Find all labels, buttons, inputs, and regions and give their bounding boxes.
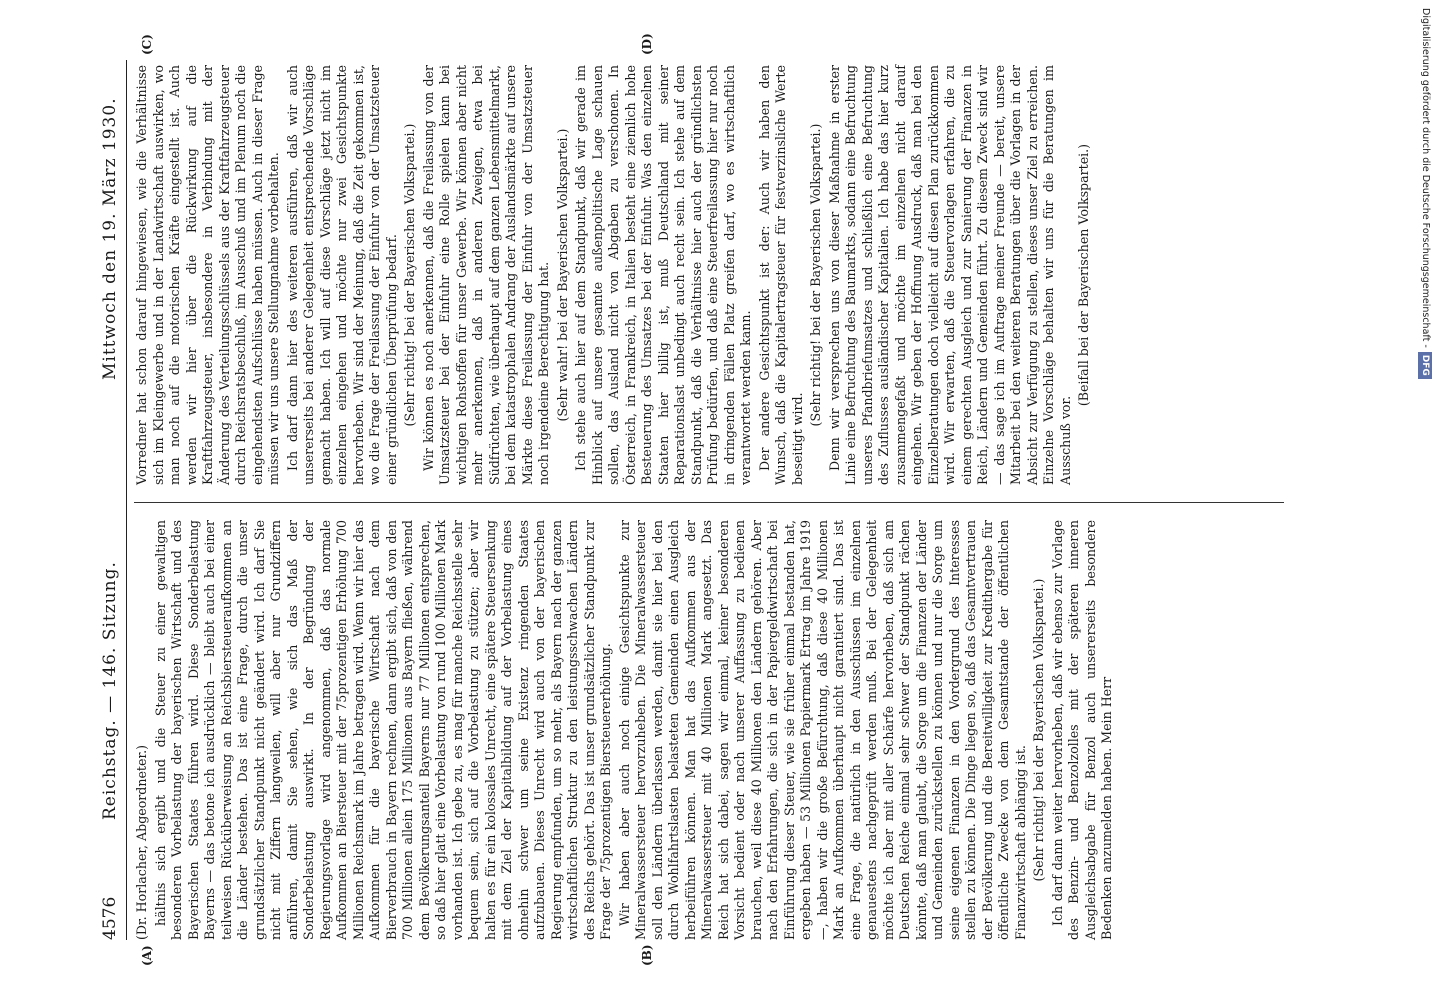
paragraph: (Sehr richtig! bei der Bayerischen Volkspartei.) [808, 123, 823, 427]
margin-marker-c: (C) [140, 34, 154, 55]
page-header [100, 60, 126, 940]
dfg-logo: DFG [1418, 352, 1432, 379]
paragraph: Wir können es noch anerkennen, daß die Freilassung von der Umsatzsteuer bei der Einfuhr eine Rolle spielen kann bei wichtigen Rohstoffen für unser Gewerbe. Wir können aber nicht mehr anerkennen, daß in anderen Zweigen, etwa bei Südfrüchten, wie überhaupt auf dem ganzen Lebensmittelmarkt, bei dem katastrophalen Andrang der Auslandsmärkte auf unsere Märkte diese Freilassung der Einfuhr von der Umsatzsteuer noch irgendeine Berechtigung hat. [420, 65, 551, 485]
rotated-page [100, 33, 1290, 966]
paragraph: (Dr. Horlacher, Abgeordneter.) [134, 745, 149, 940]
page-number: 4576 [100, 896, 120, 940]
session-title: Reichstag. — 146. Sitzung. [100, 561, 120, 820]
paragraph: Denn wir versprechen uns von dieser Maßnahme in erster Linie eine Befruchtung des Baumarkts, sodann eine Befruchtung unseres Pfandbriefumsatzes und schließlich eine Befruchtung des Zuflusses ausländischer Kapitalien. Ich habe das hier kurz zusammengefaßt und möchte im einzelnen nicht darauf eingehen. Wir geben der Hoffnung Ausdruck, daß man bei den Einzelberatungen doch vielleicht auf diesen Plan zurückkommen wird. Wir erwarten, daß die Steuervorlagen erfahren, die zu einem gerechten Ausgleich und zur Sanierung der Finanzen in Reich, Ländern und Gemeinden führt. Zu diesem Zweck sind wir — das sage ich im Auftrage meiner Freunde — bereit, unsere Mitarbeit bei den weiteren Beratungen über die Vorlagen in der Absicht zur Verfügung zu stellen, dieses unser Ziel zu erreichen. Einzelne Vorschläge behalten wir uns für die Beratungen im Ausschuß vor. [826, 65, 1073, 485]
paragraph: Wir haben aber auch noch einige Gesichtspunkte zur Mineralwassersteuer hervorzuheben. Die Mineralwassersteuer soll den Ländern überlassen werden, damit sie hier bei den durch Wohlfahrtslasten belasteten Gemeinden einen Ausgleich herbeiführen können. Man hat das Aufkommen aus der Mineralwassersteuer mit 40 Millionen Mark angesetzt. Das Reich hat sich dabei, sagen wir einmal, keiner besonderen Vorsicht bedient oder nach unserer Auffassung zu bedienen brauchen, weil diese 40 Millionen den Ländern gehören. Aber nach den Erfahrungen, die sich in der Papiergeldwirtschaft bei Einführung dieser Steuer, wie sie früher einmal bestanden hat, ergeben haben — 53 Millionen Papiermark Ertrag im Jahre 1919 —, haben wir die große Befürchtung, daß diese 40 Millionen Mark an Aufkommen überhaupt nicht garantiert sind. Das ist eine Frage, die natürlich in den Ausschüssen im einzelnen genauestens nachgeprüft werden muß. Bei der Gelegenheit möchte ich aber mit aller Schärfe hervorheben, daß sich am Deutschen Reiche einmal sehr schwer der Standpunkt rächen könnte, daß man glaubt, die Sorge um die Finanzen der Länder und Gemeinden zurückstellen zu können und nur die Sorge um seine eigenen Finanzen in den Vordergrund des Interesses stellen zu können. Die Dinge liegen so, daß das Gesamtvertrauen der Bevölkerung und die Bereitwilligkeit zur Kredithergabe für öffentliche Zwecke von dem Gesamtstande der öffentlichen Finanzwirtschaft abhängig ist. [616, 520, 1028, 940]
session-date: Mittwoch den 19. März 1930. [100, 97, 120, 380]
margin-marker-b: (B) [640, 944, 654, 966]
paragraph: (Sehr wahr! bei der Bayerischen Volkspartei.) [554, 128, 570, 422]
header-rule [126, 60, 127, 940]
paragraph: Der andere Gesichtspunkt ist der: Auch wir haben den Wunsch, daß die Kapitalertragsteuer für festverzinsliche Werte beseitigt wird. [756, 65, 805, 485]
paragraph: Vorredner hat schon darauf hingewiesen, wie die Verhältnisse sich im Kleingewerbe und in der Landwirtschaft auswirken, wo man noch auf die motorischen Kräfte eingestellt ist. Auch werden wir hier über die Rückwirkung auf die Kraftfahrzeugsteuer, insbesondere in Verbindung mit der Änderung des Verteilungsschlüssels aus der Kraftfahrzeugsteuer durch Reichsratsbeschluß, im Ausschuß und im Plenum noch die eingehendsten Aufschlüsse haben müssen. Auch in dieser Frage müssen wir uns unsere Stellungnahme vorbehalten. [134, 65, 281, 485]
margin-marker-a: (A) [140, 945, 154, 966]
right-column [134, 65, 1095, 485]
paragraph: (Sehr richtig! bei der Bayerischen Volkspartei.) [402, 123, 417, 427]
margin-marker-d: (D) [640, 33, 654, 55]
paragraph: Ich stehe auch hier auf dem Standpunkt, daß wir gerade im Hinblick auf unsere gesamte außenpolitische Lage schauen sollen, das Ausland nicht von Abgaben zu verschonen. In Österreich, in Frankreich, in Italien besteht eine ziemlich hohe Besteuerung des Umsatzes bei der Einfuhr. Was den einzelnen Staaten hier billig ist, muß Deutschland mit seiner Reparationslast unbedingt auch recht sein. Ich stehe auf dem Standpunkt, daß die Verhältnisse hier auch der gründlichsten Prüfung bedürfen, und daß eine Steuerfreilassung hier nur noch in dringenden Fällen Platz greifen darf, wo es wirtschaftlich verantwortet werden kann. [573, 65, 753, 485]
credit-text: Digitalisierung gefördert durch die Deutsche Forschungsgemeinschaft - [1420, 8, 1431, 348]
left-column [134, 520, 1118, 940]
paragraph: (Beifall bei der Bayerischen Volkspartei.) [1076, 143, 1091, 407]
digitization-credit [1418, 8, 1432, 992]
paragraph: Ich darf dann hier des weiteren ausführen, daß wir auch unsererseits bei anderer Gelegenheit entsprechende Vorschläge gemacht haben. Ich will auf diese Vorschläge jetzt nicht im einzelnen eingehen und möchte nur zwei Gesichtspunkte hervorheben. Wir sind der Meinung, daß die Zeit gekommen ist, wo die Frage der Freilassung der Einfuhr von der Umsatzsteuer einer gründlichen Überprüfung bedarf. [284, 65, 399, 485]
column-divider [134, 502, 1284, 503]
paragraph: (Sehr richtig! bei der Bayerischen Volkspartei.) [1031, 578, 1046, 882]
paragraph: hältnis sich ergibt und die Steuer zu einer gewaltigen besonderen Vorbelastung der bayerischen Wirtschaft und des Bayerischen Staates führen wird. Diese Sonderbelastung Bayerns — das betone ich ausdrücklich — bleibt auch bei einer teilweisen Rücküberweisung an Reichsbiersteueraufkommen an die Länder bestehen. Das ist eine Frage, durch die unser grundsätzlicher Standpunkt nicht geändert wird. Ich darf Sie nicht mit Ziffern langweilen, will aber nur Grundziffern anführen, damit Sie sehen, wie sich das Maß der Sonderbelastung auswirkt. In der Begründung der Regierungsvorlage wird angenommen, daß das normale Aufkommen an Biersteuer mit der 75prozentigen Erhöhung 700 Millionen Reichsmark im Jahre betragen wird. Wenn wir hier das Aufkommen für die bayerische Wirtschaft nach dem Bierverbrauch in Bayern rechnen, dann ergibt sich, daß von den 700 Millionen allein 175 Millionen aus Bayern fließen, während dem Bevölkerungsanteil Bayerns nur 77 Millionen entsprechen, so daß hier glatt eine Vorbelastung von rund 100 Millionen Mark vorhanden ist. Ich gebe zu, es mag für manche Reichsstelle sehr bequem sein, sich auf die Vorbelastung zu stützen; aber wir halten es für ein kolossales Unrecht, eine spätere Steuersenkung mit dem Ziel der Kapitalbildung auf der Vorbelastung eines ohnehin schwer um seine Existenz ringenden Staates aufzubauen. Dieses Unrecht wird auch von der bayerischen Regierung empfunden, um so mehr, als Bayern nach der ganzen wirtschaftlichen Struktur zu den leistungsschwachen Ländern des Reichs gehört. Das ist unser grundsätzlicher Standpunkt zur Frage der 75prozentigen Biersteuererhöhung. [152, 520, 613, 940]
paragraph: Ich darf dann weiter hervorheben, daß wir ebenso zur Vorlage des Benzin- und Benzolzolles mit der späteren inneren Ausgleichsabgabe für Benzol auch unsererseits besondere Bedenken anzumelden haben. Mein Herr [1049, 520, 1114, 940]
